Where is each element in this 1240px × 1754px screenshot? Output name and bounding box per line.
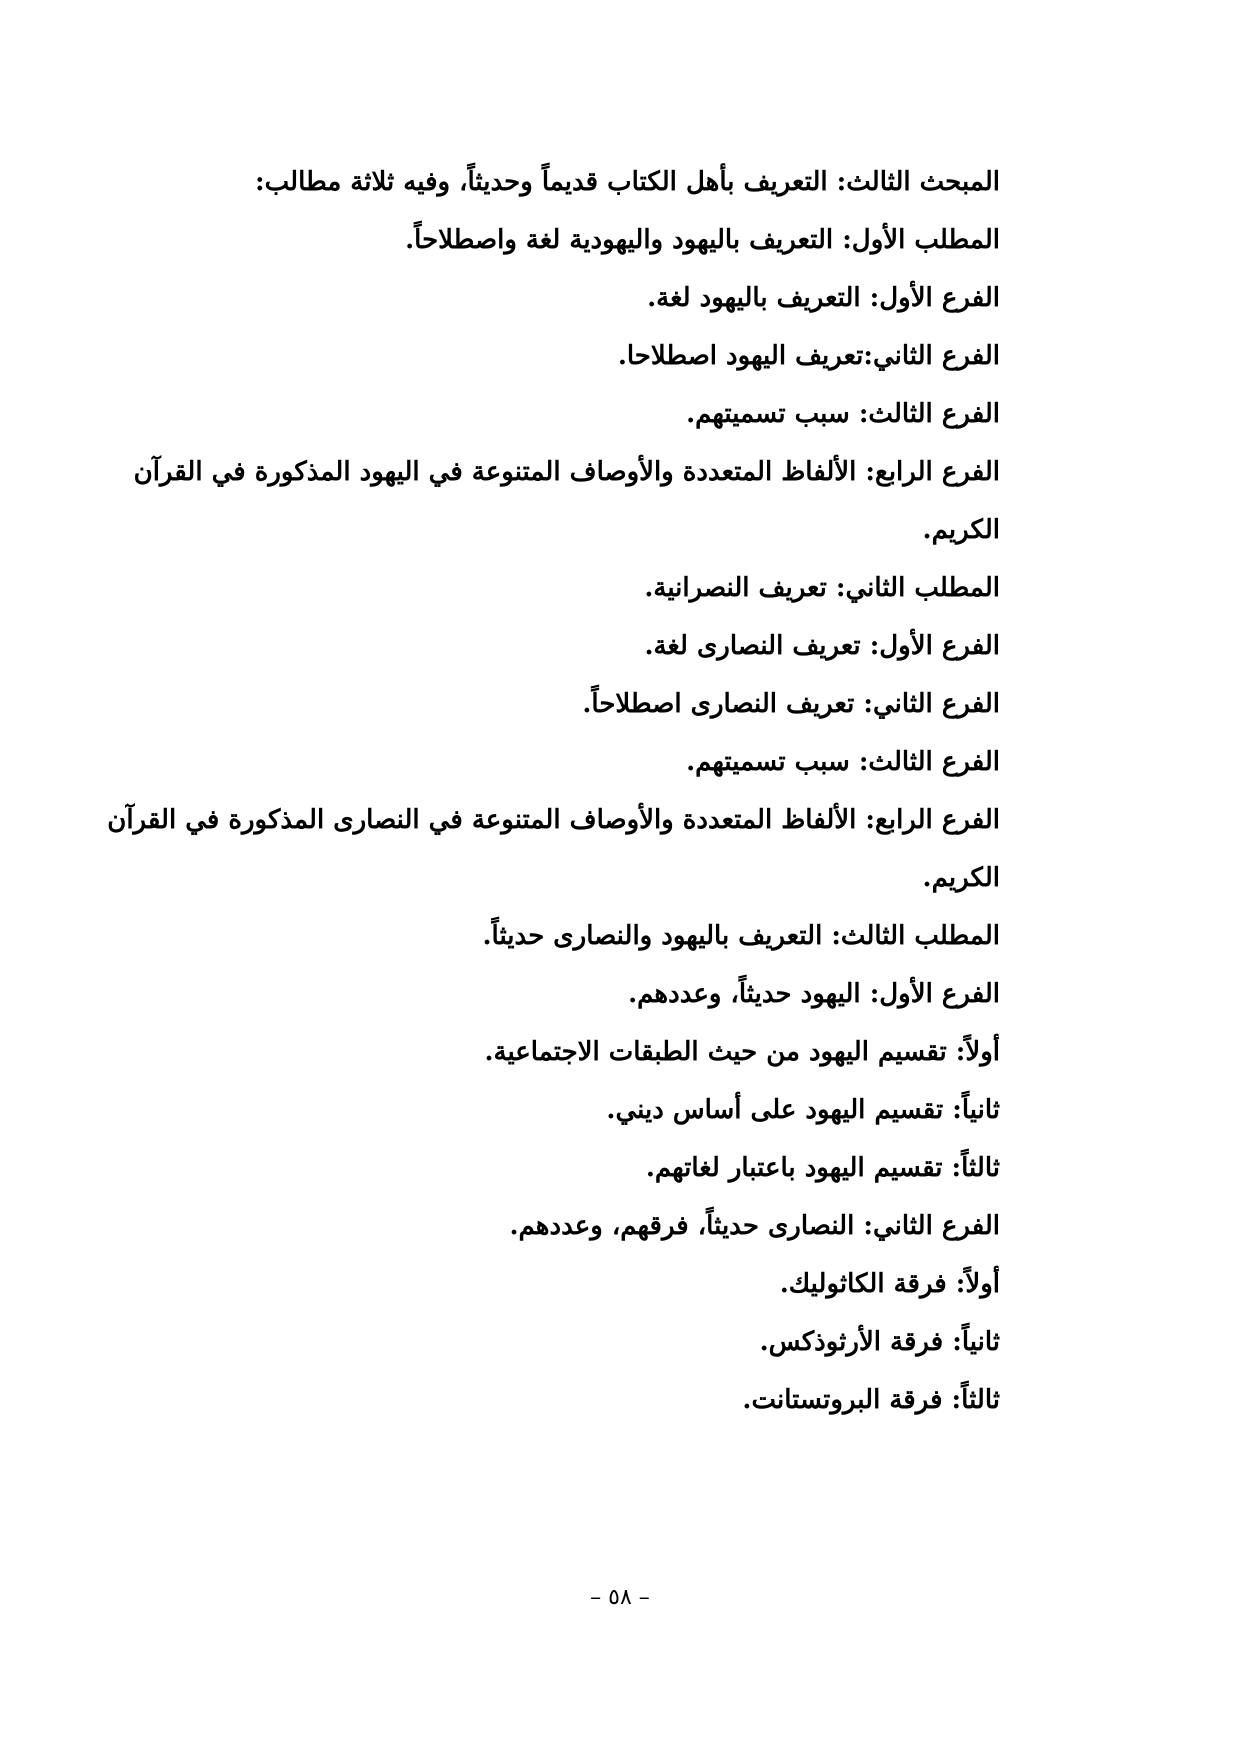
toc-content [107,163,1000,1439]
subsection-heading: المطلب الأول: التعريف باليهود واليهودية لغة واصطلاحاً. [405,225,1000,255]
branch-item: الفرع الثالث: سبب تسميتهم. [686,399,1000,429]
branch-item: الفرع الثاني:تعريف اليهود اصطلاحا. [617,341,1000,371]
list-item: ثانياً: فرقة الأرثوذكس. [759,1327,1000,1357]
list-item: ثانياً: تقسيم اليهود على أساس ديني. [606,1095,1000,1125]
branch-item: الفرع الأول: اليهود حديثاً، وعددهم. [628,979,1000,1009]
branch-item: الفرع الثاني: النصارى حديثاً، فرقهم، وعددهم. [509,1211,1000,1241]
subsection-heading: المطلب الثاني: تعريف النصرانية. [644,573,1000,603]
branch-item-continuation: الكريم. [922,863,1000,893]
branch-item: الفرع الرابع: الألفاظ المتعددة والأوصاف المتنوعة في النصارى المذكورة في القرآن [107,805,1000,835]
section-heading: المبحث الثالث: التعريف بأهل الكتاب قديماً وحديثاً، وفيه ثلاثة مطالب: [255,167,1000,197]
branch-item-continuation: الكريم. [922,515,1000,545]
branch-item: الفرع الأول: التعريف باليهود لغة. [647,283,1000,313]
branch-item: الفرع الرابع: الألفاظ المتعددة والأوصاف المتنوعة في اليهود المذكورة في القرآن [133,457,1000,487]
list-item: أولاً: تقسيم اليهود من حيث الطبقات الاجتماعية. [484,1037,1000,1067]
branch-item: الفرع الثاني: تعريف النصارى اصطلاحاً. [582,689,1000,719]
list-item: ثالثاً: تقسيم اليهود باعتبار لغاتهم. [645,1153,1000,1183]
subsection-heading: المطلب الثالث: التعريف باليهود والنصارى حديثاً. [482,921,1000,951]
branch-item: الفرع الأول: تعريف النصارى لغة. [644,631,1000,661]
branch-item: الفرع الثالث: سبب تسميتهم. [686,747,1000,777]
list-item: ثالثاً: فرقة البروتستانت. [742,1385,1000,1415]
list-item: أولاً: فرقة الكاثوليك. [779,1269,1000,1299]
page-number: – ٥٨ – [590,1585,650,1610]
